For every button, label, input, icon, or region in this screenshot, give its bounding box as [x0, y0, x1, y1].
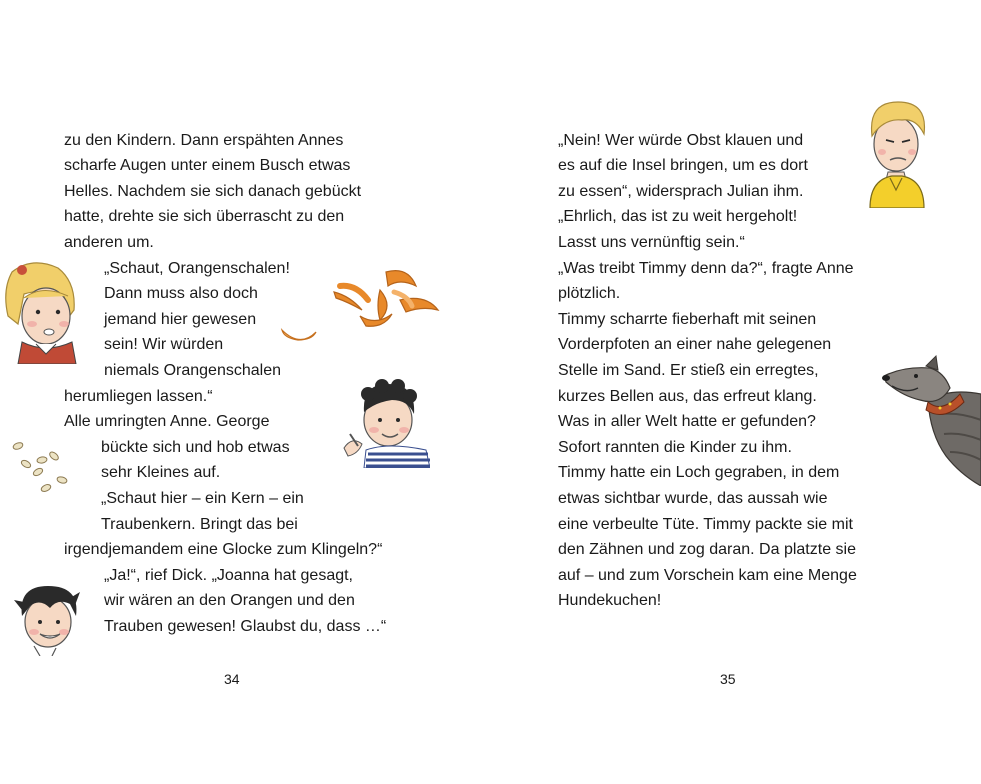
- text-line: sehr Kleines auf.: [101, 464, 221, 481]
- text-line: etwas sichtbar wurde, das aussah wie: [558, 490, 828, 507]
- text-line: auf – und zum Vorschein kam eine Menge: [558, 567, 857, 584]
- text-line: Vorderpfoten an einer nahe gelegenen: [558, 336, 832, 353]
- text-line: eine verbeulte Tüte. Timmy packte sie mit: [558, 516, 853, 533]
- boy-dark-hair-illustration: [10, 582, 84, 656]
- text-line: kurzes Bellen aus, das erfreut klang.: [558, 388, 817, 405]
- boy-blond-illustration: [862, 96, 932, 208]
- text-line: irgendjemandem eine Glocke zum Klingeln?“: [64, 541, 383, 558]
- text-line: jemand hier gewesen: [104, 311, 257, 328]
- text-line: Traubenkern. Bringt das bei: [101, 516, 298, 533]
- text-line: bückte sich und hob etwas: [101, 439, 290, 456]
- boy-curly-hair-illustration: [338, 378, 430, 468]
- text-line: es auf die Insel bringen, um es dort: [558, 157, 808, 174]
- orange-peel-illustration: [276, 266, 442, 346]
- text-line: Timmy scharrte fieberhaft mit seinen: [558, 311, 817, 328]
- text-line: sein! Wir würden: [104, 336, 224, 353]
- text-line: zu essen“, widersprach Julian ihm.: [558, 183, 804, 200]
- text-line: niemals Orangenschalen: [104, 362, 281, 379]
- page-number-left: 34: [224, 671, 240, 687]
- text-line: plötzlich.: [558, 285, 621, 302]
- dog-illustration: [880, 354, 981, 486]
- text-line: wir wären an den Orangen und den: [104, 592, 355, 609]
- text-line: hatte, drehte sie sich überrascht zu den: [64, 208, 345, 225]
- text-line: Sofort rannten die Kinder zu ihm.: [558, 439, 792, 456]
- text-line: Dann muss also doch: [104, 285, 258, 302]
- text-line: „Ja!“, rief Dick. „Joanna hat gesagt,: [104, 567, 353, 584]
- text-line: den Zähnen und zog daran. Da platzte sie: [558, 541, 856, 558]
- text-line: Trauben gewesen! Glaubst du, dass …“: [104, 618, 387, 635]
- text-line: „Schaut hier – ein Kern – ein: [101, 490, 304, 507]
- text-line: Lasst uns vernünftig sein.“: [558, 234, 745, 251]
- text-line: Stelle im Sand. Er stieß ein erregtes,: [558, 362, 819, 379]
- girl-portrait-illustration: [2, 258, 82, 364]
- text-line: Timmy hatte ein Loch gegraben, in dem: [558, 464, 840, 481]
- text-line: herumliegen lassen.“: [64, 388, 213, 405]
- text-line: scharfe Augen unter einem Busch etwas: [64, 157, 351, 174]
- text-line: „Schaut, Orangenschalen!: [104, 260, 290, 277]
- text-line: Alle umringten Anne. George: [64, 413, 270, 430]
- text-line: anderen um.: [64, 234, 154, 251]
- text-line: Hundekuchen!: [558, 592, 662, 609]
- text-line: Was in aller Welt hatte er gefunden?: [558, 413, 816, 430]
- text-line: „Ehrlich, das ist zu weit hergeholt!: [558, 208, 798, 225]
- page-number-right: 35: [720, 671, 736, 687]
- text-line: „Was treibt Timmy denn da?“, fragte Anne: [558, 260, 854, 277]
- text-line: Helles. Nachdem sie sich danach gebückt: [64, 183, 362, 200]
- grape-seeds-illustration: [10, 438, 72, 494]
- text-line: „Nein! Wer würde Obst klauen und: [558, 132, 804, 149]
- text-line: zu den Kindern. Dann erspähten Annes: [64, 132, 344, 149]
